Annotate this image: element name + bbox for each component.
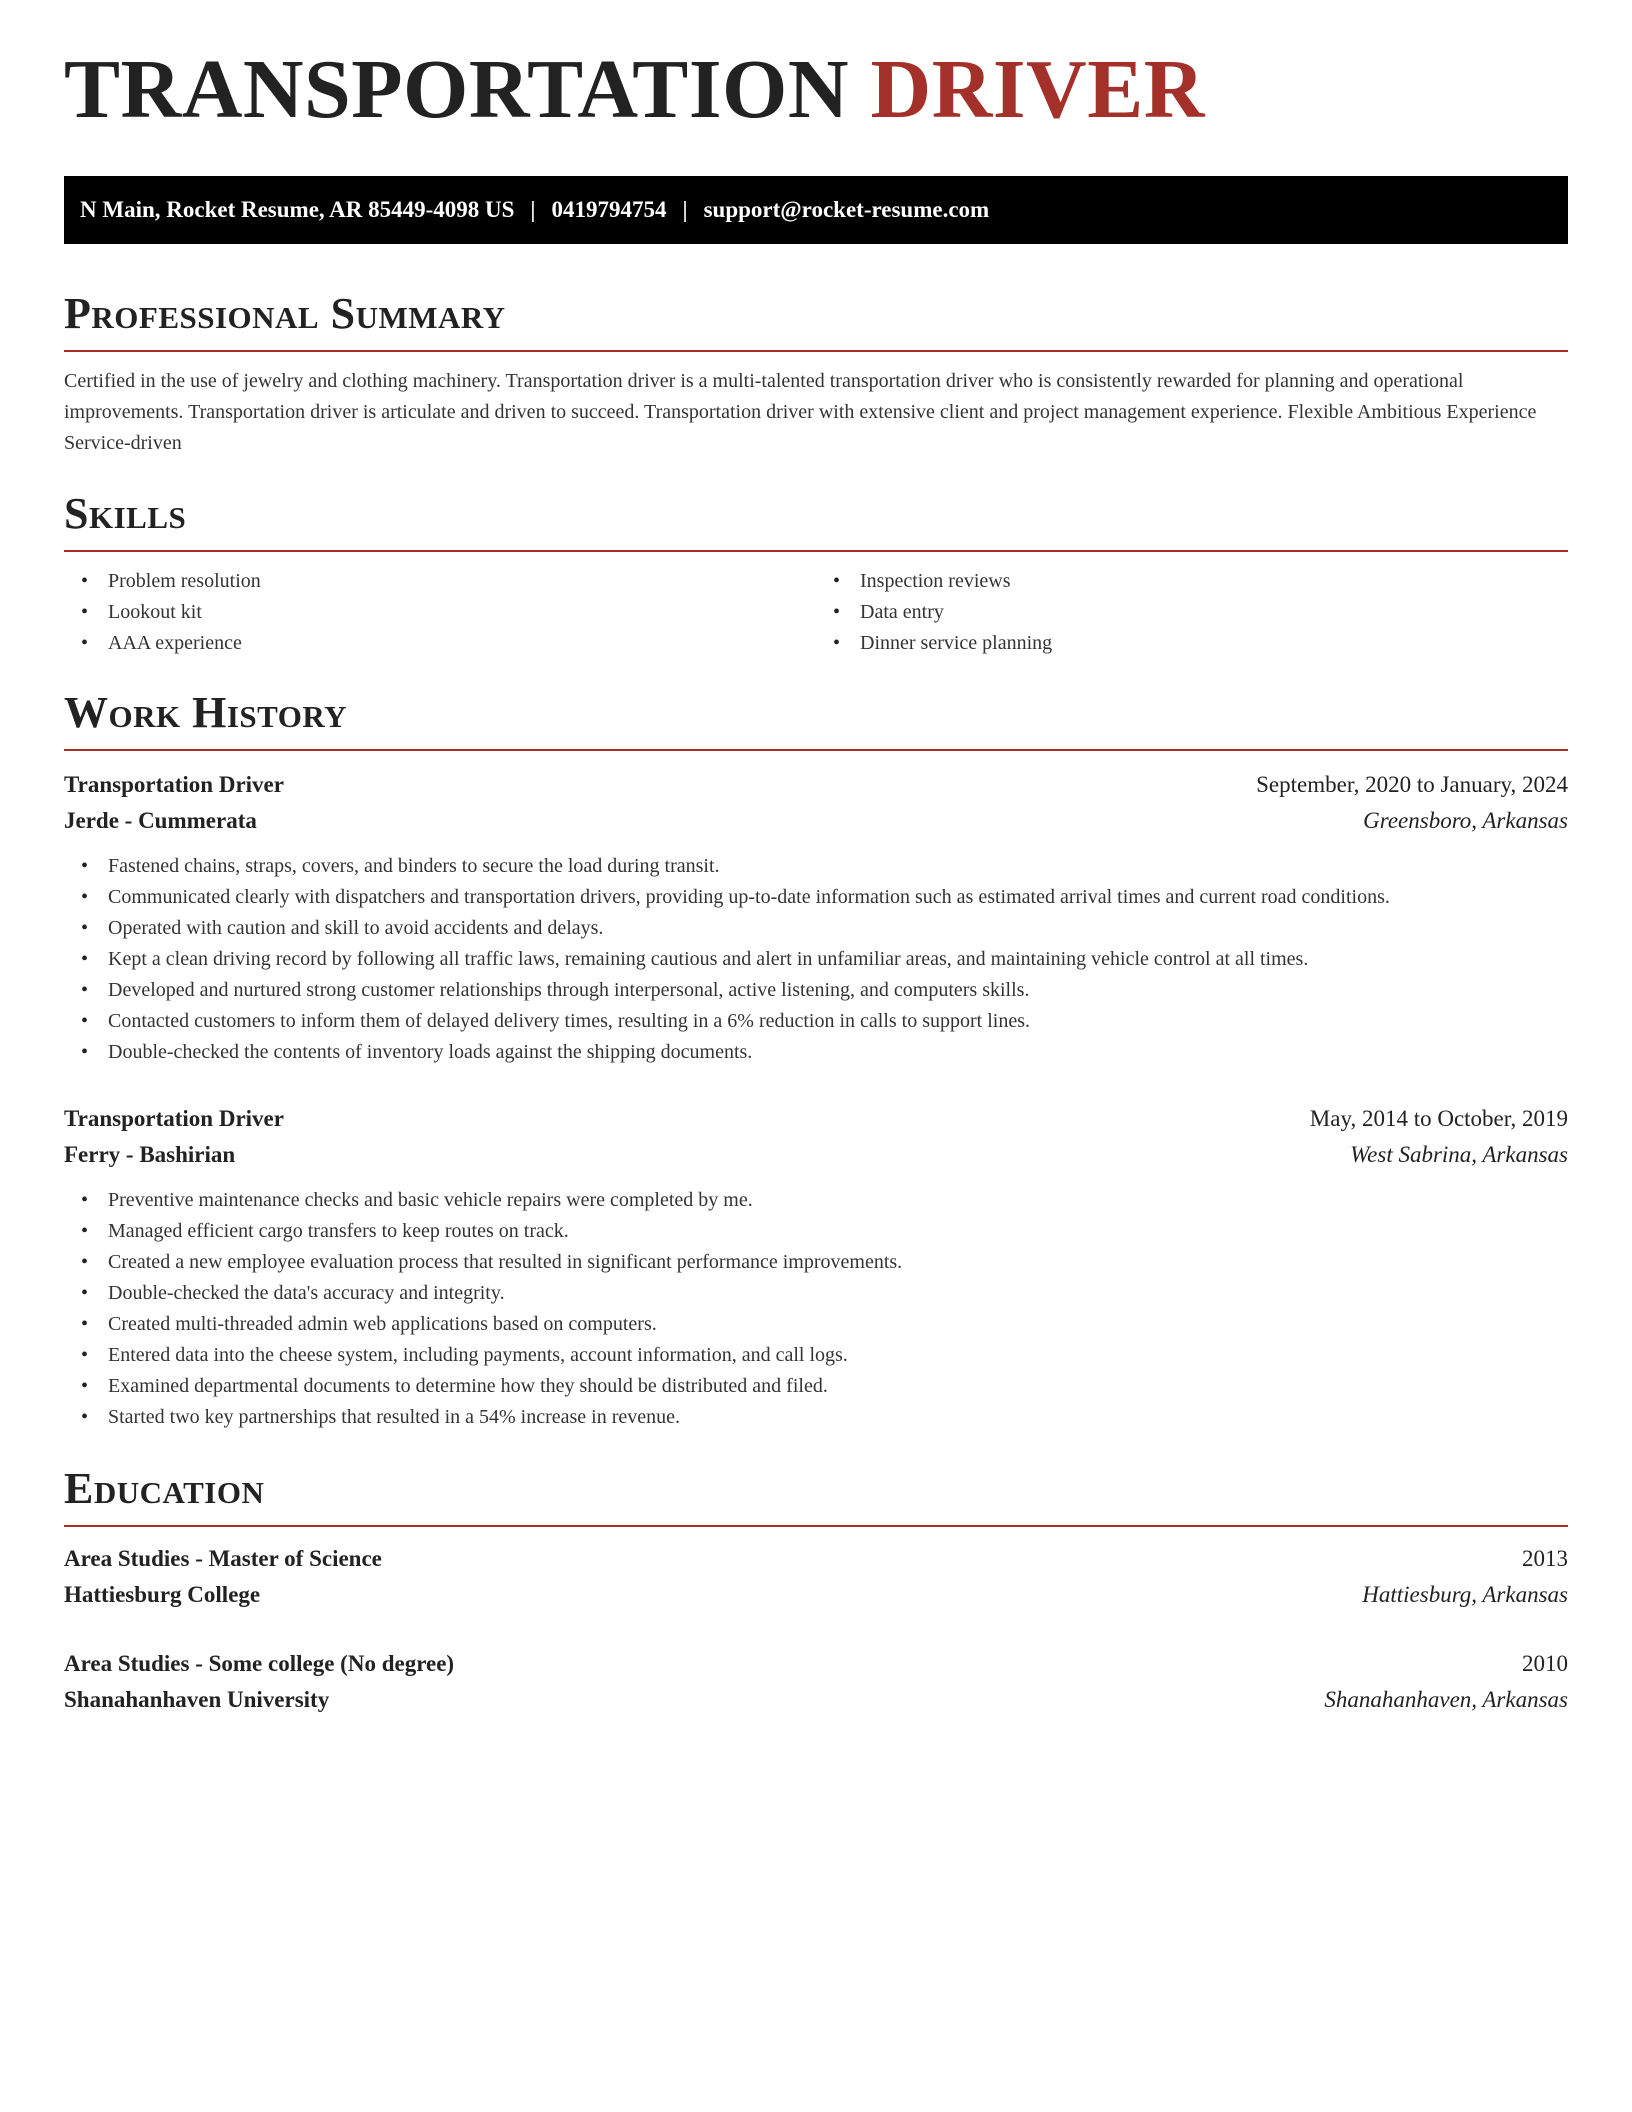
skill-item: • Dinner service planning [860,628,1568,659]
education-school-row [64,1577,1568,1613]
job-bullet: • Contacted customers to inform them of delayed delivery times, resulting in a 6% reduction in calls to support lines. [108,1006,1568,1037]
contact-email: support@rocket-resume.com [703,197,990,222]
work-history-heading: Work History [64,688,348,737]
education-school: Hattiesburg College [64,1582,261,1607]
job-bullets [64,1185,1568,1433]
section-divider [64,749,1568,751]
section-divider [64,550,1568,552]
job-bullet: • Entered data into the cheese system, including payments, account information, and call logs. [108,1340,1568,1371]
skills-heading: Skills [64,489,187,538]
job-location: West Sabrina, Arkansas [1350,1142,1568,1167]
job-entry [64,767,1568,1068]
education-year: 2010 [1522,1651,1568,1676]
job-entry [64,1101,1568,1433]
job-company: Ferry - Bashirian [64,1142,236,1167]
name-first: TRANSPORTATION [64,43,850,136]
education-school-row [64,1682,1568,1718]
education-header [64,1541,1568,1577]
job-bullet: • Double-checked the data's accuracy and integrity. [108,1278,1568,1309]
job-header [64,767,1568,803]
job-bullet: • Double-checked the contents of inventory loads against the shipping documents. [108,1037,1568,1068]
job-company: Jerde - Cummerata [64,808,257,833]
skill-item: • Lookout kit [108,597,816,628]
job-bullet: • Started two key partnerships that resulted in a 54% increase in revenue. [108,1402,1568,1433]
resume-page [64,0,1568,1718]
contact-phone: 0419794754 [551,197,667,222]
job-bullet: • Kept a clean driving record by following all traffic laws, remaining cautious and alert in unfamiliar areas, and maintaining vehicle control at all times. [108,944,1568,975]
job-dates: September, 2020 to January, 2024 [1256,772,1568,797]
job-company-row [64,1137,1568,1173]
job-bullet: • Preventive maintenance checks and basic vehicle repairs were completed by me. [108,1185,1568,1216]
skill-item: • Data entry [860,597,1568,628]
contact-separator: | [682,197,688,222]
education-header [64,1646,1568,1682]
summary-text: Certified in the use of jewelry and clothing machinery. Transportation driver is a multi-talented transportation driver who is consistently rewarded for planning and operational improvements. Transportation driver is articulate and driven to succeed. Transportation driver with extensive client and project management experience. Flexible Ambitious Experience Service-driven [64,370,1537,454]
resume-name [64,0,1568,136]
job-bullet: • Fastened chains, straps, covers, and binders to secure the load during transit. [108,851,1568,882]
job-bullet: • Developed and nurtured strong customer relationships through interpersonal, active listening, and computers skills. [108,975,1568,1006]
education-entry [64,1646,1568,1718]
job-bullet: • Examined departmental documents to determine how they should be distributed and filed. [108,1371,1568,1402]
education-location: Hattiesburg, Arkansas [1362,1582,1568,1607]
summary-heading: Professional Summary [64,289,506,338]
education-school: Shanahanhaven University [64,1687,330,1712]
education-location: Shanahanhaven, Arkansas [1324,1687,1568,1712]
job-title: Transportation Driver [64,772,284,797]
job-header [64,1101,1568,1137]
job-bullet: • Created multi-threaded admin web applications based on computers. [108,1309,1568,1340]
job-bullet: • Communicated clearly with dispatchers and transportation drivers, providing up-to-date information such as estimated arrival times and current road conditions. [108,882,1568,913]
job-location: Greensboro, Arkansas [1363,808,1568,833]
skills-list [64,566,1568,659]
job-bullet: • Operated with caution and skill to avoid accidents and delays. [108,913,1568,944]
job-company-row [64,803,1568,839]
section-divider [64,350,1568,352]
education-heading: Education [64,1464,265,1513]
skills-column-right [816,566,1568,659]
education-degree: Area Studies - Master of Science [64,1546,382,1571]
job-dates: May, 2014 to October, 2019 [1309,1106,1568,1131]
skill-item: • Inspection reviews [860,566,1568,597]
education-entry [64,1541,1568,1613]
job-bullets [64,851,1568,1068]
contact-bar [64,176,1568,244]
skill-item: • Problem resolution [108,566,816,597]
section-divider [64,1525,1568,1527]
education-year: 2013 [1522,1546,1568,1571]
skill-item: • AAA experience [108,628,816,659]
contact-separator: | [530,197,536,222]
job-bullet: • Created a new employee evaluation process that resulted in significant performance improvements. [108,1247,1568,1278]
job-title: Transportation Driver [64,1106,284,1131]
contact-address: N Main, Rocket Resume, AR 85449-4098 US [80,197,515,222]
name-last: DRIVER [870,43,1205,136]
education-degree: Area Studies - Some college (No degree) [64,1651,455,1676]
job-bullet: • Managed efficient cargo transfers to keep routes on track. [108,1216,1568,1247]
skills-column-left [64,566,816,659]
